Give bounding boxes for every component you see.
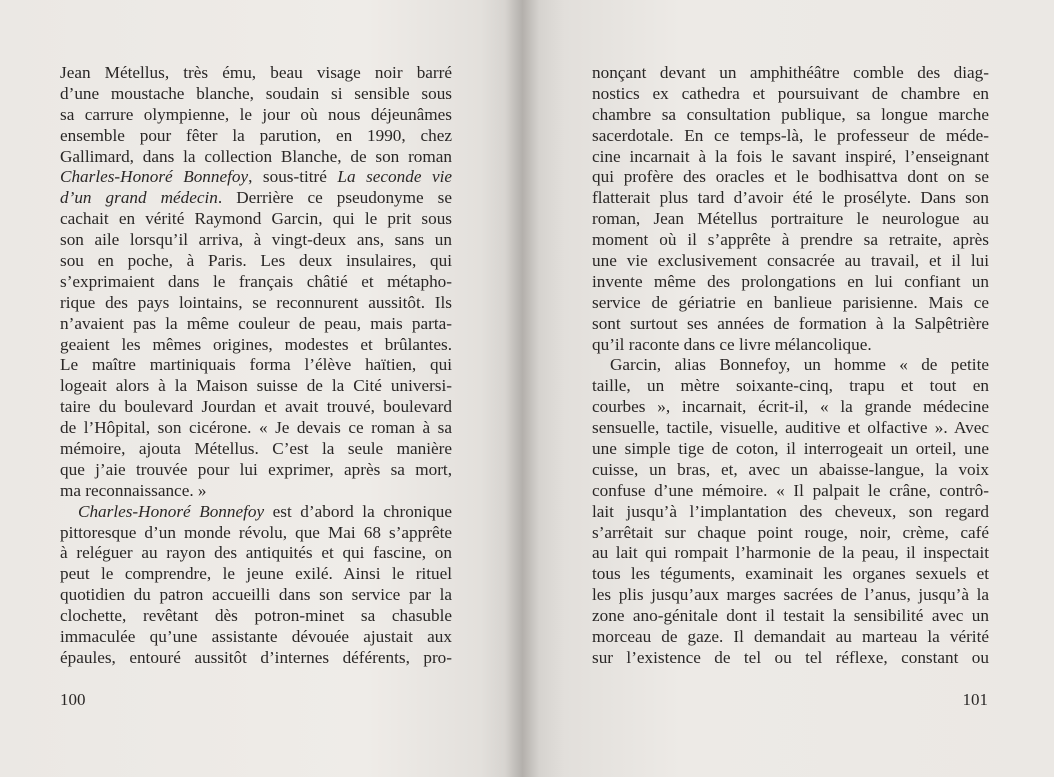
text-line (592, 481, 989, 502)
body-text: sur l’existence de tel ou tel réflexe, constant ou (592, 647, 989, 667)
body-text: clochette, revêtant dès potron-minet sa chasuble (60, 606, 452, 626)
text-line (60, 418, 452, 439)
text-line (60, 251, 452, 272)
body-text: qui profère des oracles et le bodhisattva dont on se (592, 167, 989, 187)
text-line (60, 84, 452, 105)
text-line (60, 502, 452, 523)
text-line (592, 126, 989, 147)
text-line (592, 251, 989, 272)
left-page-number: 100 (60, 690, 86, 709)
text-line (592, 564, 989, 585)
text-line (592, 460, 989, 481)
text-line (592, 376, 989, 397)
body-text: taire du boulevard Jourdan et avait trouvé, boulevard (60, 397, 452, 417)
body-text: moment où il s’apprête à prendre sa retraite, après (592, 230, 989, 250)
text-line (592, 355, 989, 376)
text-line (60, 335, 452, 356)
body-text: nonçant devant un amphithéâtre comble des diag- (592, 63, 989, 82)
body-text: flatterait plus tard d’avoir été le prosélyte. Dans son (592, 188, 989, 208)
body-text: ensemble pour fêter la parution, en 1990, chez (60, 125, 452, 145)
text-line (60, 188, 452, 209)
body-text: s’arrêtait sur chaque point rouge, noir, crème, café (592, 522, 989, 542)
text-line (60, 543, 452, 564)
text-line (592, 293, 989, 314)
text-line (60, 648, 452, 669)
text-line (60, 293, 452, 314)
text-line (60, 105, 452, 126)
body-text: Garcin, alias Bonnefoy, un homme « de petite (610, 355, 989, 375)
body-text: que j’aie trouvée pour lui exprimer, après sa mort, (60, 459, 452, 479)
text-line (60, 167, 452, 188)
text-line (592, 167, 989, 188)
body-text: une vie exclusivement consacrée au travail, et il lui (592, 251, 989, 271)
body-text: invente même des prolongations en lui confiant un (592, 271, 989, 291)
italic-title-text: La seconde vie (337, 167, 453, 187)
text-line (60, 606, 452, 627)
text-line (592, 648, 989, 669)
body-text: courbes », incarnait, écrit-il, « la grande médecine (592, 397, 989, 417)
text-line (592, 314, 989, 335)
right-page-number: 101 (962, 690, 988, 709)
text-line (60, 147, 452, 168)
text-line (60, 63, 452, 84)
body-text: nostics ex cathedra et poursuivant de chambre en (592, 83, 989, 103)
text-line (60, 585, 452, 606)
text-line (592, 606, 989, 627)
body-text: cine incarnait à la fois le savant inspiré, l’enseignant (592, 146, 989, 166)
body-text: est d’abord la chronique (264, 501, 452, 521)
body-text: chambre sa consultation publique, sa longue marche (592, 104, 989, 124)
text-line (592, 84, 989, 105)
body-text: zone ano-génitale dont il testait la sensibilité avec un (592, 606, 989, 626)
text-line (592, 585, 989, 606)
text-line (60, 376, 452, 397)
text-line (592, 439, 989, 460)
body-text: service de gériatrie en banlieue parisienne. Mais ce (592, 292, 989, 312)
body-text: quotidien du patron accueilli dans son service par la (60, 585, 452, 605)
body-text: de l’Hôpital, son cicérone. « Je devais ce roman à sa (60, 418, 452, 438)
body-text: rique des pays lointains, se reconnurent aussitôt. Ils (60, 292, 452, 312)
text-line (592, 272, 989, 293)
text-line (60, 439, 452, 460)
body-text: sont surtout ses années de formation à la Salpêtrière (592, 313, 989, 333)
text-line (60, 272, 452, 293)
body-text: Le maître martiniquais forma l’élève haïtien, qui (60, 355, 452, 375)
body-text: . Derrière ce pseudonyme se (217, 188, 452, 208)
body-text: cuisse, un bras, et, avec un abaisse-langue, la voix (592, 459, 989, 479)
body-text: morceau de gaze. Il demandait au marteau la vérité (592, 627, 989, 647)
body-text: Jean Métellus, très ému, beau visage noir barré (60, 63, 452, 82)
text-line (592, 502, 989, 523)
body-text: roman, Jean Métellus portraiture le neurologue au (592, 209, 989, 229)
body-text: s’exprimaient dans le français châtié et métapho- (60, 271, 452, 291)
text-line (60, 481, 452, 502)
text-line (60, 627, 452, 648)
text-line (592, 523, 989, 544)
body-text: qu’il raconte dans ce livre mélancolique. (592, 334, 872, 354)
text-line (592, 105, 989, 126)
body-text: pittoresque d’un monde révolu, que Mai 68 s’apprête (60, 522, 452, 542)
body-text: les plis jusqu’aux marges sacrées de l’anus, jusqu’à la (592, 585, 989, 605)
body-text: cachait en vérité Raymond Garcin, qui le prit sous (60, 209, 452, 229)
right-page-text (592, 63, 989, 669)
italic-title-text: Charles-Honoré Bonnefoy (78, 501, 265, 521)
body-text: sacerdotale. En ce temps-là, le professeur de méde- (592, 125, 989, 145)
text-line (592, 63, 989, 84)
body-text: logeait alors à la Maison suisse de la Cité universi- (60, 376, 452, 396)
text-line (592, 209, 989, 230)
body-text: sa carrure olympienne, le jour où nous déjeunâmes (60, 104, 452, 124)
body-text: son aile lorsqu’il arriva, à vingt-deux ans, sans un (60, 230, 452, 250)
body-text: , sous-titré (248, 167, 338, 187)
body-text: n’avaient pas la même couleur de peau, mais parta- (60, 313, 452, 333)
body-text: peut le comprendre, le jeune exilé. Ainsi le rituel (60, 564, 452, 584)
text-line (592, 147, 989, 168)
left-page (0, 0, 522, 777)
right-page (522, 0, 1054, 777)
text-line (60, 126, 452, 147)
text-line (592, 418, 989, 439)
text-line (60, 314, 452, 335)
body-text: tous les téguments, examinait les organes sexuels et (592, 564, 989, 584)
body-text: épaules, entouré aussitôt d’internes déférents, pro- (60, 647, 452, 667)
body-text: sou en poche, à Paris. Les deux insulaires, qui (60, 251, 452, 271)
italic-title-text: d’un grand médecin (60, 188, 218, 208)
body-text: Gallimard, dans la collection Blanche, de son roman (60, 146, 452, 166)
text-line (592, 230, 989, 251)
text-line (592, 397, 989, 418)
body-text: lait jusqu’à l’implantation des cheveux, son regard (592, 501, 989, 521)
body-text: mémoire, ajouta Métellus. C’est la seule manière (60, 439, 452, 459)
body-text: à reléguer au rayon des antiquités et qui fascine, on (60, 543, 452, 563)
text-line (60, 355, 452, 376)
text-line (60, 397, 452, 418)
italic-title-text: Charles-Honoré Bonnefoy (60, 167, 249, 187)
body-text: immaculée qu’une assistante dévouée ajustait aux (60, 627, 452, 647)
body-text: confuse d’une mémoire. « Il palpait le crâne, contrô- (592, 480, 989, 500)
body-text: d’une moustache blanche, soudain si sensible sous (60, 83, 452, 103)
body-text: au lait qui rompait l’harmonie de la peau, il inspectait (592, 543, 989, 563)
text-line (60, 230, 452, 251)
body-text: sensuelle, tactile, visuelle, auditive et olfactive ». Avec (592, 418, 989, 438)
body-text: geaient les mêmes origines, modestes et brûlantes. (60, 334, 452, 354)
text-line (60, 209, 452, 230)
text-line (592, 627, 989, 648)
text-line (592, 543, 989, 564)
text-line (60, 564, 452, 585)
text-line (60, 460, 452, 481)
text-line (60, 523, 452, 544)
body-text: taille, un mètre soixante-cinq, trapu et tout en (592, 376, 989, 396)
body-text: une simple tige de coton, il interrogeait un orteil, une (592, 439, 989, 459)
text-line (592, 188, 989, 209)
left-page-text (60, 63, 452, 669)
text-line (592, 335, 989, 356)
body-text: ma reconnaissance. » (60, 480, 207, 500)
